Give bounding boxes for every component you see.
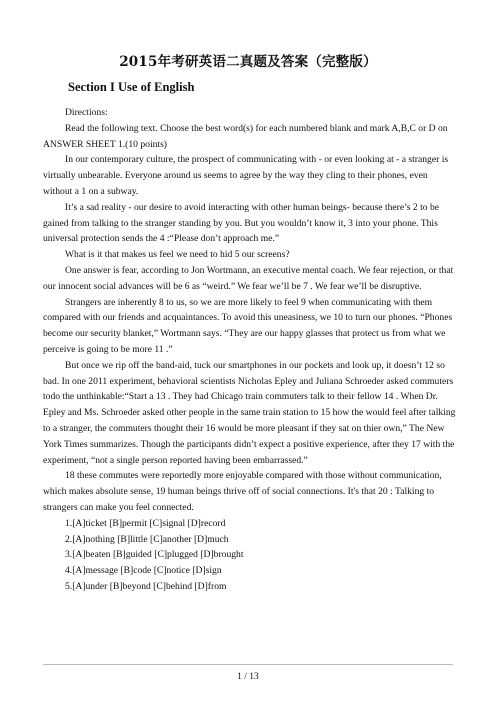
option-line: 1.[A]ticket [B]permit [C]signal [D]record bbox=[65, 517, 226, 529]
paragraph: Strangers are inherently 8 to us, so we are more likely to feel 9 when communicating with them compared with our friends and acquaintances. To avoid this uneasiness, we 10 to turn our phones. “Phones become our security blanket,” Wortmann says. “They are our happy glasses that protect us from what we perceive is going to be more 11 .” bbox=[43, 296, 453, 355]
footer-divider bbox=[43, 664, 453, 665]
section-heading: Section I Use of English bbox=[68, 80, 195, 94]
paragraph: 18 these commutes were reportedly more enjoyable compared with those without communication, which makes absolute sense, 19 human beings thrive off of social connections. It's that 20 : Talking to strangers can make you feel connected. bbox=[43, 470, 442, 513]
directions-text: Read the following text. Choose the best word(s) for each numbered blank and mark A,B,C or D on ANSWER SHEET 1.(10 points) bbox=[43, 122, 448, 150]
page-number: 1 / 13 bbox=[237, 672, 259, 682]
paragraph: But once we rip off the band-aid, tuck our smartphones in our pockets and look up, it doesn’t 12 so bad. In one 2011 experiment, behavioral scientists Nicholas Epley and Juliana Schroeder asked commuters todo the unthinkable:“Start a 13 . They had Chicago train commuters talk to their fellow 14 . When Dr. Epley and Ms. Schroeder asked other people in the same train station to 15 how the would feel after talking to a stranger, the commuters thought their 16 would be more pleasant if they sat on thier own,” The New York Times summarizes. Though the participants didn’t expect a positive experience, after they 17 with the experiment, “not a single person reported having been embarrassed.” bbox=[43, 359, 456, 466]
option-line: 4.[A]message [B]code [C]notice [D]sign bbox=[65, 565, 222, 577]
document-body bbox=[43, 105, 458, 595]
paragraph: One answer is fear, according to Jon Wortmann, an executive mental coach. We fear rejection, or that our innocent social advances will be 6 as “weird.” We fear we’ll be 7 . We fear we’ll be disruptive. bbox=[43, 264, 454, 292]
option-line: 5.[A]under [B]beyond [C]behind [D]from bbox=[65, 580, 227, 592]
directions-label: Directions: bbox=[65, 107, 108, 118]
paragraph: It’s a sad reality - our desire to avoid interacting with other human beings- because there’s 2 to be gained from talking to the stranger standing by you. But you wouldn’t know it, 3 into your phone. This universal protection sends the 4 :“Please don’t approach me.” bbox=[43, 201, 440, 245]
paragraph: In our contemporary culture, the prospect of communicating with - or even looking at - a stranger is virtually unbearable. Everyone around us seems to agree by the way they cling to their phones, even without a 1 on a subway. bbox=[43, 154, 449, 197]
option-line: 2.[A]nothing [B]little [C]another [D]much bbox=[65, 533, 229, 545]
paragraph: What is it that makes us feel we need to hid 5 our screens? bbox=[65, 249, 290, 261]
option-line: 3.[A]beaten [B]guided [C]plugged [D]brought bbox=[65, 549, 244, 561]
document-title: 2015年考研英语二真题及答案（完整版） bbox=[119, 54, 377, 70]
